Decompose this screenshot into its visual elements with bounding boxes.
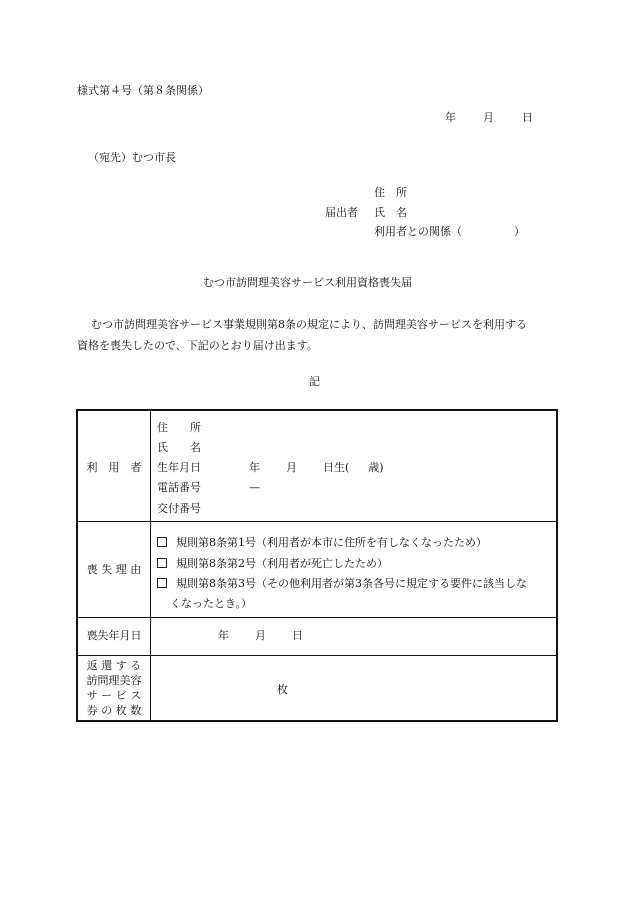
form-number: 様式第４号（第８条関係） [77,84,209,97]
birth-day: 日生( [323,461,350,474]
checkbox-icon[interactable] [157,558,167,568]
applicant-address-label: 住 所 [374,186,407,199]
checkbox-icon[interactable] [157,578,167,588]
reason-option-3-text: 規則第8条第3号（その他利用者が第3条各号に規定する要件に該当しな [176,577,527,590]
applicant-relation [374,225,525,239]
birthdate-label: 生年月日 [157,461,201,474]
tickets-label-line-1: 返 還 す る [86,659,142,672]
body-line-2: 資格を喪失したので、下記のとおり届け出ます。 [77,339,318,352]
loss-date-values [218,629,303,643]
reason-option-3-continuation: くなったとき。） [170,597,253,610]
relation-label: 利用者との関係（ [374,225,462,238]
date-year: 年 [445,111,456,124]
row-divider-user [78,521,556,522]
tickets-label [78,658,150,718]
date-month: 月 [483,111,494,124]
tickets-unit: 枚 [277,683,288,696]
header-date [445,111,533,125]
tickets-label-line-4: 券 の 枚 数 [86,704,142,717]
applicant-name-label: 氏 名 [374,206,407,219]
user-name-label: 氏 名 [157,441,201,454]
user-address-label: 住 所 [157,421,201,434]
table-column-divider [150,411,151,720]
date-day: 日 [522,111,533,124]
body-line-1: むつ市訪問理美容サービス事業規則第8条の規定により、訪問理美容サービスを利用する [91,318,527,331]
user-label: 利 用 者 [86,461,142,474]
user-phone-row [157,481,260,495]
tickets-label-line-3: サ ー ビ ス [86,689,142,702]
row-divider-date [78,655,556,656]
details-table [76,409,558,722]
loss-month: 月 [255,629,266,642]
phone-dash: — [249,481,260,494]
ki-heading: 記 [309,375,320,388]
birth-year: 年 [249,461,260,474]
document-title: むつ市訪問理美容サービス利用資格喪失届 [203,276,412,289]
tickets-label-line-2: 訪問理美容 [86,674,142,687]
notifier-label: 届出者 [325,206,358,219]
reason-label: 喪 失 理 由 [86,563,142,576]
reason-option-2-text: 規則第8条第2号（利用者が死亡したため） [176,557,388,570]
loss-year: 年 [218,629,229,642]
user-birthdate-row [157,461,384,475]
loss-day: 日 [292,629,303,642]
relation-close: ） [514,225,525,238]
birth-month: 月 [286,461,297,474]
row-divider-reason [78,617,556,618]
phone-label: 電話番号 [157,481,201,494]
reason-option-3[interactable] [157,577,527,591]
addressee: （宛先）むつ市長 [88,151,176,164]
reason-option-1-text: 規則第8条第1号（利用者が本市に住所を有しなくなったため） [176,536,487,549]
reason-option-2[interactable] [157,557,388,571]
birth-age: 歳) [368,461,384,474]
user-issue-number-label: 交付番号 [157,502,201,515]
checkbox-icon[interactable] [157,537,167,547]
loss-date-label: 喪失年月日 [86,629,142,642]
reason-option-1[interactable] [157,536,487,550]
